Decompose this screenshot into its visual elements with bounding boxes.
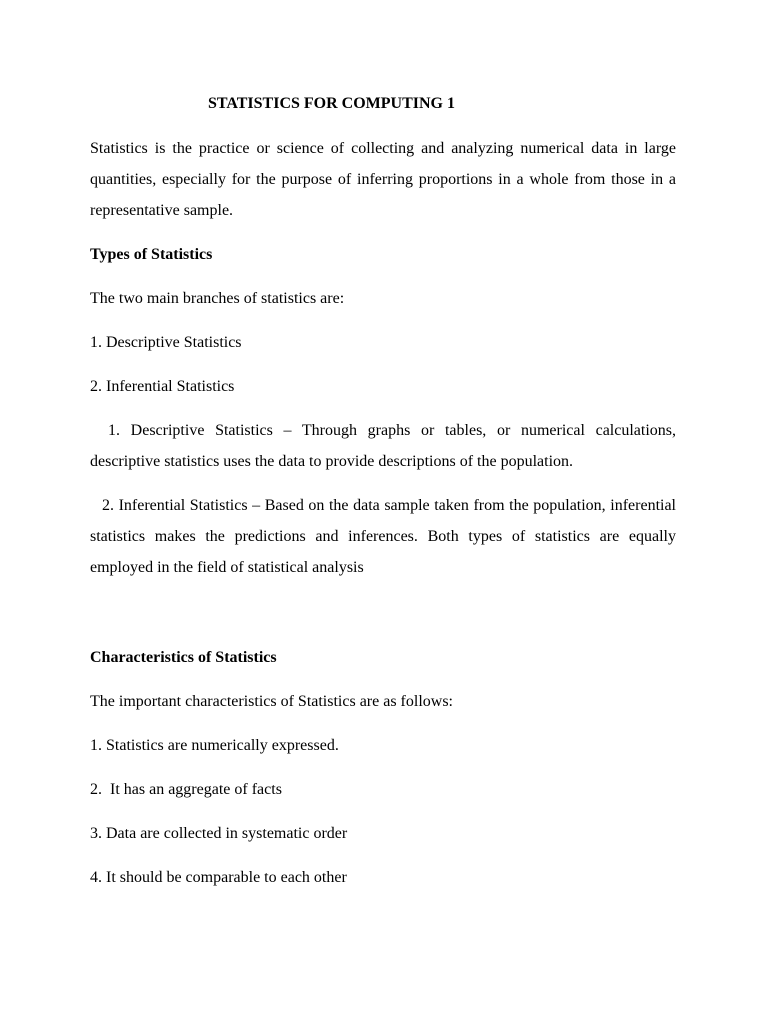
document-title: STATISTICS FOR COMPUTING 1 [208,95,455,112]
characteristics-list-item-4: 4. It should be comparable to each other [90,869,347,886]
types-heading: Types of Statistics [90,246,213,263]
descriptive-paragraph: 1. Descriptive Statistics – Through graphs or tables, or numerical calculations, descriptive statistics uses the data to provide descriptions of the population. [90,422,676,470]
types-list-item-1: 1. Descriptive Statistics [90,334,242,351]
characteristics-list-item-2: 2. It has an aggregate of facts [90,781,282,798]
types-lead: The two main branches of statistics are: [90,290,345,307]
inferential-paragraph: 2. Inferential Statistics – Based on the data sample taken from the population, inferential statistics makes the predictions and inferences. Both types of statistics are equally employed in the field of statistical analysis [90,497,676,576]
characteristics-list-item-3: 3. Data are collected in systematic order [90,825,348,842]
intro-paragraph: Statistics is the practice or science of collecting and analyzing numerical data in large quantities, especially for the purpose of inferring proportions in a whole from those in a representative sample. [90,140,676,219]
characteristics-lead: The important characteristics of Statistics are as follows: [90,693,453,710]
characteristics-list-item-1: 1. Statistics are numerically expressed. [90,737,339,754]
characteristics-heading: Characteristics of Statistics [90,649,277,666]
types-list-item-2: 2. Inferential Statistics [90,378,235,395]
